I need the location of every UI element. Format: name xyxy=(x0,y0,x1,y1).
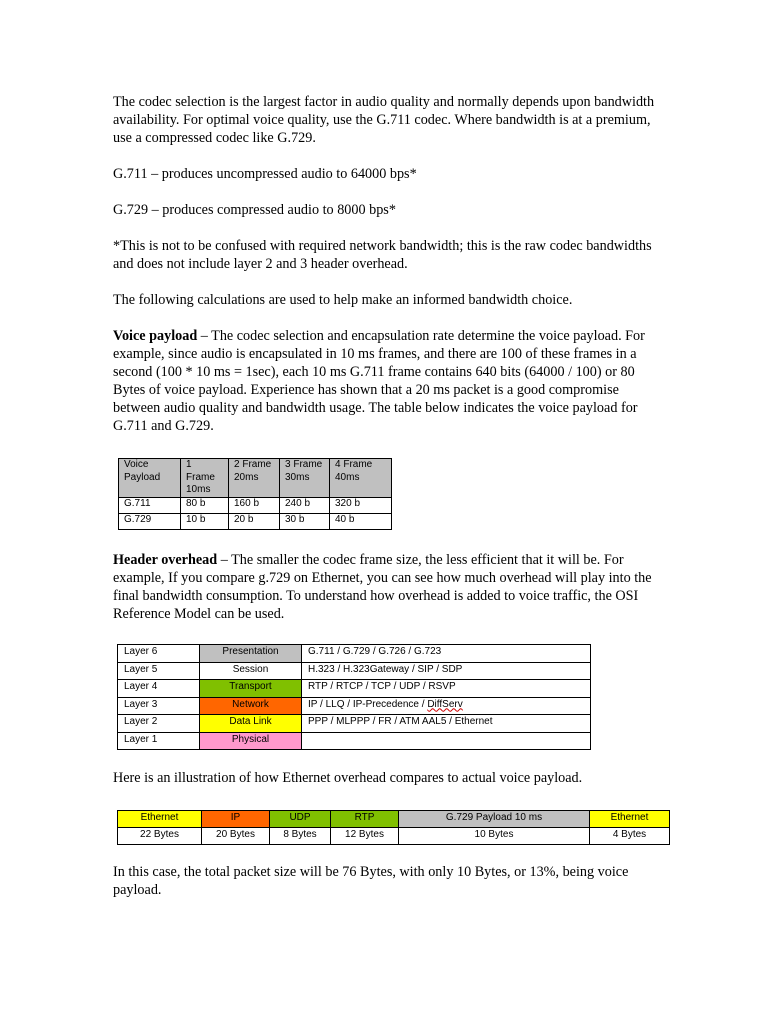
layer-cell: Layer 4 xyxy=(118,680,200,698)
segment-size-cell: 20 Bytes xyxy=(202,828,270,845)
total-paragraph: In this case, the total packet size will be 76 Bytes, with only 10 Bytes, or 13%, being voice payload. xyxy=(113,864,629,898)
layer-name-cell: Data Link xyxy=(200,715,302,733)
payload-cell: 30 b xyxy=(280,513,330,529)
segment-name-cell: RTP xyxy=(331,811,399,828)
segment-size-cell: 12 Bytes xyxy=(331,828,399,845)
layer-name-cell: Network xyxy=(200,697,302,715)
layer-cell: Layer 6 xyxy=(118,645,200,663)
g729-paragraph: G.729 – produces compressed audio to 8000 bps* xyxy=(113,202,396,218)
segment-name-cell: UDP xyxy=(270,811,331,828)
layer-cell: Layer 5 xyxy=(118,662,200,680)
layer-name-cell: Presentation xyxy=(200,645,302,663)
layer-cell: Layer 3 xyxy=(118,697,200,715)
voice-table-header-row xyxy=(119,459,392,498)
table-row xyxy=(118,715,591,733)
voice-table-header-cell: 1 Frame 10ms xyxy=(181,459,229,498)
intro-paragraph: The codec selection is the largest factor in audio quality and normally depends upon bandwidth availability. For optimal voice quality, use the G.711 codec. Where bandwidth is at a premium, use a compressed codec like G.729. xyxy=(113,94,655,146)
protocols-text: IP / LLQ / IP-Precedence / xyxy=(308,698,428,710)
voice-table-header-cell: Voice Payload xyxy=(119,459,181,498)
protocols-cell xyxy=(302,697,591,715)
table-row xyxy=(118,680,591,698)
payload-cell: 320 b xyxy=(330,497,392,513)
table-row xyxy=(118,645,591,663)
segment-size-cell: 10 Bytes xyxy=(399,828,590,845)
voice-table-header-cell: 4 Frame 40ms xyxy=(330,459,392,498)
layer-name-cell: Session xyxy=(200,662,302,680)
codec-cell: G.729 xyxy=(119,513,181,529)
payload-cell: 240 b xyxy=(280,497,330,513)
table-row xyxy=(118,828,670,845)
layer-cell: Layer 2 xyxy=(118,715,200,733)
layer-cell: Layer 1 xyxy=(118,732,200,750)
header-overhead-heading: Header overhead xyxy=(113,552,218,568)
layer-name-cell: Transport xyxy=(200,680,302,698)
segment-size-cell: 8 Bytes xyxy=(270,828,331,845)
payload-cell: 40 b xyxy=(330,513,392,529)
protocols-cell: PPP / MLPPP / FR / ATM AAL5 / Ethernet xyxy=(302,715,591,733)
note-paragraph: *This is not to be confused with required network bandwidth; this is the raw codec bandwidths and does not include layer 2 and 3 header overhead. xyxy=(113,238,652,272)
osi-model-table xyxy=(117,644,591,750)
layer-name-cell: Physical xyxy=(200,732,302,750)
payload-cell: 10 b xyxy=(181,513,229,529)
table-row xyxy=(118,732,591,750)
table-row xyxy=(119,513,392,529)
segment-size-cell: 22 Bytes xyxy=(118,828,202,845)
codec-cell: G.711 xyxy=(119,497,181,513)
table-row xyxy=(119,497,392,513)
segment-name-cell: IP xyxy=(202,811,270,828)
spellcheck-flagged-word: DiffServ xyxy=(427,698,463,710)
calc-paragraph: The following calculations are used to help make an informed bandwidth choice. xyxy=(113,292,573,308)
segment-name-cell: G.729 Payload 10 ms xyxy=(399,811,590,828)
voice-table-header-cell: 3 Frame 30ms xyxy=(280,459,330,498)
header-overhead-text: – The smaller the codec frame size, the less efficient that it will be. For example, If you compare g.729 on Ethernet, you can see how much overhead will play into the final bandwidth consumption. To understand how overhead is added to voice traffic, the OSI Reference Model can be used. xyxy=(113,552,652,622)
voice-payload-heading: Voice payload xyxy=(113,328,198,344)
protocols-cell: G.711 / G.729 / G.726 / G.723 xyxy=(302,645,591,663)
voice-payload-text: – The codec selection and encapsulation rate determine the voice payload. For example, since audio is encapsulated in 10 ms frames, and there are 100 of these frames in a second (100 * 10 ms = 1sec), each 10 ms G.711 frame contains 640 bits (64000 / 100) or 80 Bytes of voice payload. Experience has shown that a 20 ms packet is a good compromise between audio quality and bandwidth usage. The table below indicates the voice payload for G.711 and G.729. xyxy=(113,328,645,434)
voice-payload-paragraph xyxy=(113,327,658,435)
ethernet-overhead-table xyxy=(117,810,670,845)
segment-name-cell: Ethernet xyxy=(590,811,670,828)
table-row xyxy=(118,662,591,680)
table-row xyxy=(118,697,591,715)
voice-table-header-cell: 2 Frame 20ms xyxy=(229,459,280,498)
table-row xyxy=(118,811,670,828)
illustration-paragraph: Here is an illustration of how Ethernet overhead compares to actual voice payload. xyxy=(113,770,583,786)
segment-size-cell: 4 Bytes xyxy=(590,828,670,845)
payload-cell: 80 b xyxy=(181,497,229,513)
protocols-cell: H.323 / H.323Gateway / SIP / SDP xyxy=(302,662,591,680)
protocols-cell: RTP / RTCP / TCP / UDP / RSVP xyxy=(302,680,591,698)
payload-cell: 160 b xyxy=(229,497,280,513)
payload-cell: 20 b xyxy=(229,513,280,529)
g711-paragraph: G.711 – produces uncompressed audio to 64000 bps* xyxy=(113,166,417,182)
header-overhead-paragraph xyxy=(113,551,658,623)
voice-payload-table xyxy=(118,458,392,530)
segment-name-cell: Ethernet xyxy=(118,811,202,828)
protocols-cell xyxy=(302,732,591,750)
document-body xyxy=(113,93,658,435)
